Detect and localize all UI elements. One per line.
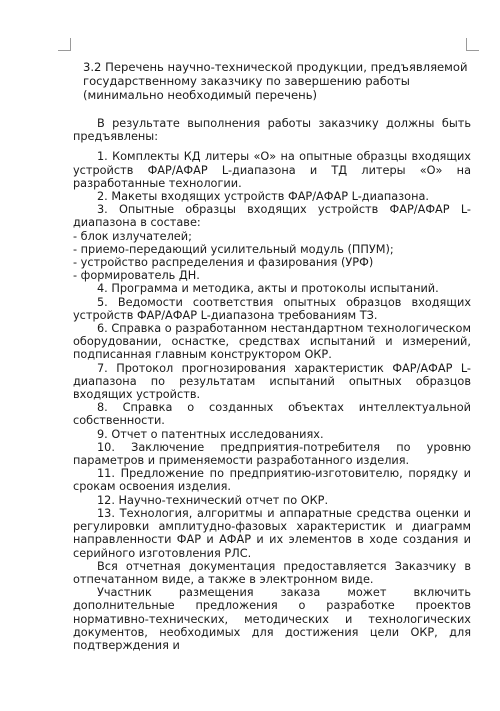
- list-item-8: 8. Справка о созданных объектах интеллектуальной собственности.: [73, 401, 471, 428]
- list-item-7: 7. Протокол прогнозирования характеристик ФАР/АФАР L-диапазона по результатам испытаний опытных образцов входящих устройств.: [73, 361, 471, 402]
- sub-item-2: - приемо-передающий усилительный модуль (ППУМ);: [73, 242, 394, 256]
- list-item-4: 4. Программа и методика, акты и протоколы испытаний.: [97, 282, 439, 296]
- sub-item-3: - устройство распределения и фазирования (УРФ): [73, 256, 374, 270]
- list-item-10: 10. Заключение предприятия-потребителя по уровню параметров и применяемости разработанного изделия.: [73, 440, 471, 468]
- corner-mark-top-left: [58, 38, 71, 51]
- sub-item-1: - блок излучателей;: [73, 229, 192, 243]
- document-body: [73, 60, 471, 652]
- list-item-5: 5. Ведомости соответствия опытных образцов входящих устройств ФАР/АФАР L-диапазона требованиям ТЗ.: [73, 295, 471, 322]
- list-item-9: 9. Отчет о патентных исследованиях.: [97, 427, 324, 441]
- docs-paragraph: Вся отчетная документация предоставляется Заказчику в отпечатанном виде, а также в электронном виде.: [73, 559, 471, 586]
- list-item-1: 1. Комплекты КД литеры «О» на опытные образцы входящих устройств ФАР/АФАР L-диапазона и ТД литеры «О» на разработанные технологии.: [73, 150, 471, 190]
- intro-paragraph: В результате выполнения работы заказчику должны быть предъявлены:: [73, 117, 471, 144]
- list-item-2: 2. Макеты входящих устройств ФАР/АФАР L-диапазона.: [97, 190, 429, 204]
- corner-mark-top-right: [466, 38, 479, 51]
- list-item-12: 12. Научно-технический отчет по ОКР.: [97, 493, 329, 507]
- participant-paragraph: Участник размещения заказа может включить дополнительные предложения о разработке проектов нормативно-технических, методических и технологических документов, необходимых для достижения цели ОКР, для подтверждения и: [73, 586, 471, 652]
- list-item-3: 3. Опытные образцы входящих устройств ФАР/АФАР L-диапазона в составе:: [73, 203, 471, 230]
- list-item-13: 13. Технология, алгоритмы и аппаратные средства оценки и регулировки амплитудно-фазовых характеристик и диаграмм направленности ФАР и АФАР и их элементов в ходе создания и серийного изготовления РЛС.: [73, 506, 471, 560]
- section-heading: 3.2 Перечень научно-технической продукции, предъявляемой государственному заказчику по завершению работы (минимально необходимый перечень): [83, 60, 468, 102]
- list-item-11: 11. Предложение по предприятию-изготовителю, порядку и срокам освоения изделия.: [73, 467, 471, 494]
- list-item-6: 6. Справка о разработанном нестандартном технологическом оборудовании, оснастке, средствах испытаний и измерений, подписанная главным конструктором ОКР.: [73, 322, 471, 362]
- sub-item-4: - формирователь ДН.: [73, 269, 200, 283]
